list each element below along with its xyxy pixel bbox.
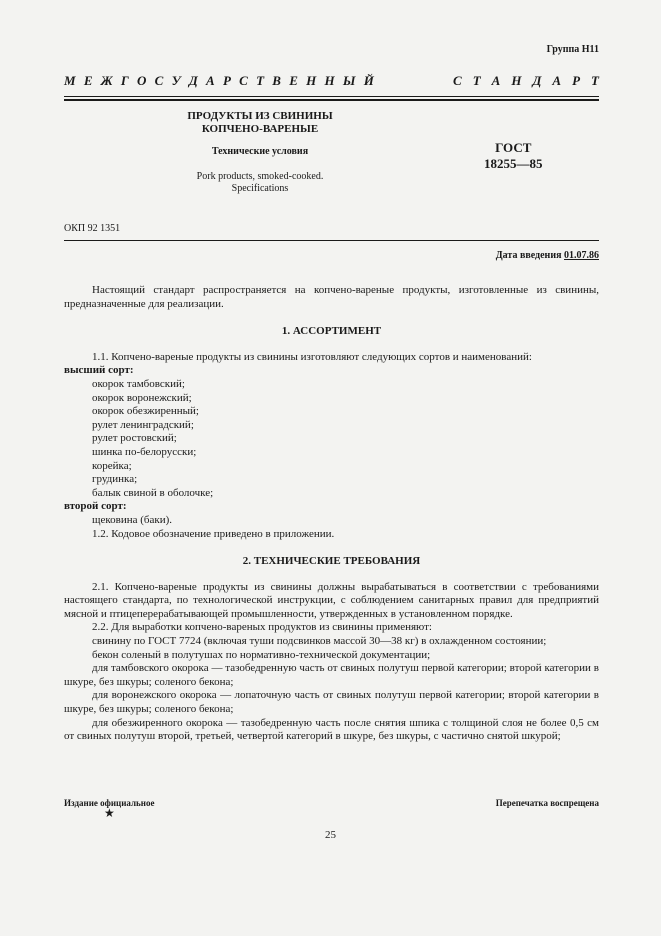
section-2-paragraph-4: бекон соленый в полутушах по нормативно-технической документации; bbox=[92, 648, 431, 661]
banner-letter: С bbox=[453, 73, 462, 88]
banner-letter: Е bbox=[289, 73, 298, 88]
banner-letter: Е bbox=[83, 73, 93, 88]
gost-code: 18255—85 bbox=[484, 156, 543, 171]
document-body bbox=[64, 284, 599, 744]
section-2-paragraph-5: для тамбовского окорока — тазобедренную часть от свиных полутуш первой категории; второй категории в шкуре, без шкуры; соленого бекона; bbox=[64, 662, 599, 688]
banner-letter: С bbox=[239, 73, 248, 88]
list-item: корейка; bbox=[92, 459, 132, 472]
section-2-heading: 2. ТЕХНИЧЕСКИЕ ТРЕБОВАНИЯ bbox=[242, 555, 421, 568]
star-icon: ★ bbox=[104, 806, 115, 820]
okp-rule bbox=[64, 240, 599, 241]
standard-banner bbox=[64, 73, 599, 91]
group-label: Группа Н11 bbox=[546, 44, 599, 55]
list-item: грудинка; bbox=[92, 473, 138, 486]
subtitle: Технические условия bbox=[211, 146, 309, 157]
grade-second-list bbox=[64, 514, 599, 528]
banner-letter: Р bbox=[222, 73, 231, 88]
banner-letter: Ж bbox=[100, 73, 113, 88]
gost-number bbox=[484, 140, 543, 172]
banner-letter: М bbox=[64, 73, 76, 88]
list-item: рулет ленинградский; bbox=[92, 418, 194, 431]
section-2-paragraph-6: для воронежского окорока — лопаточную часть от свиных полутуш первой категории; второй категории в шкуре, без шкуры; соленого бекона; bbox=[64, 689, 599, 716]
list-item: щековина (баки). bbox=[92, 513, 173, 526]
banner-letter: Н bbox=[306, 73, 317, 88]
banner-letter: Т bbox=[256, 73, 265, 88]
section-2-paragraph-3: свинину по ГОСТ 7724 (включая туши подсвинков массой 30—38 кг) в охлажденном состоянии; bbox=[92, 635, 547, 648]
banner-letter: У bbox=[171, 73, 181, 88]
list-item: окорок тамбовский; bbox=[92, 377, 185, 390]
english-title-line-2: Specifications bbox=[231, 183, 289, 194]
header-rule-thin bbox=[64, 96, 599, 97]
introduction-date bbox=[496, 250, 599, 261]
english-title-line-1: Pork products, smoked-cooked. bbox=[196, 171, 324, 182]
intro-paragraph: Настоящий стандарт распространяется на копчено-вареные продукты, изготовленные из свинины, предназначенные для реализации. bbox=[64, 284, 599, 310]
banner-letter: Г bbox=[120, 73, 129, 88]
okp-code: ОКП 92 1351 bbox=[64, 223, 121, 234]
banner-letter: Р bbox=[572, 73, 581, 88]
banner-letter: Ы bbox=[342, 73, 356, 88]
banner-letter: Т bbox=[591, 73, 599, 88]
list-item: рулет ростовский; bbox=[92, 432, 177, 445]
banner-letter: А bbox=[206, 73, 215, 88]
section-2-paragraph-2: 2.2. Для выработки копчено-вареных продуктов из свинины применяют: bbox=[92, 621, 432, 634]
banner-word-standard bbox=[453, 73, 599, 91]
page-number: 25 bbox=[325, 829, 336, 841]
section-1-heading: 1. АССОРТИМЕНТ bbox=[281, 325, 382, 338]
official-edition-label: Издание официальное bbox=[64, 798, 155, 808]
banner-letter: Н bbox=[511, 73, 522, 88]
list-item: балык свиной в оболочке; bbox=[92, 486, 214, 499]
banner-letter: С bbox=[154, 73, 164, 88]
banner-letter: Д bbox=[532, 73, 542, 88]
title-line-1: ПРОДУКТЫ ИЗ СВИНИНЫ bbox=[187, 110, 333, 122]
introduction-date-label: Дата введения bbox=[495, 250, 562, 261]
english-title bbox=[150, 171, 370, 195]
grade-high-label: высший сорт: bbox=[64, 364, 134, 377]
banner-word-interstate bbox=[64, 73, 374, 91]
banner-letter: Д bbox=[188, 73, 198, 88]
banner-letter: А bbox=[491, 73, 501, 88]
grade-second-label: второй сорт: bbox=[64, 500, 127, 513]
header-rule-thick bbox=[64, 99, 599, 101]
title-line-2: КОПЧЕНО-ВАРЕНЫЕ bbox=[201, 123, 319, 135]
banner-letter: Н bbox=[324, 73, 335, 88]
reprint-prohibited-label: Перепечатка воспрещена bbox=[495, 798, 599, 808]
section-1-paragraph-2: 1.2. Кодовое обозначение приведено в приложении. bbox=[92, 527, 335, 540]
title-block bbox=[150, 110, 370, 195]
banner-letter: О bbox=[137, 73, 147, 88]
gost-label: ГОСТ bbox=[495, 140, 532, 155]
list-item: окорок обезжиренный; bbox=[92, 405, 199, 418]
banner-letter: А bbox=[552, 73, 562, 88]
banner-letter: В bbox=[272, 73, 281, 88]
banner-letter: Т bbox=[472, 73, 481, 88]
section-2-paragraph-1: 2.1. Копчено-вареные продукты из свинины должны вырабатываться в соответствии с требованиями настоящего стандарта, по технологической инструкции, с соблюдением санитарных правил для предприятий мясной и птицеперерабатывающей промышленности, утвержденных в установленном порядке. bbox=[64, 580, 599, 620]
introduction-date-value: 01.07.86 bbox=[564, 250, 599, 261]
list-item: шинка по-белорусски; bbox=[92, 445, 197, 458]
grade-high-list bbox=[64, 378, 599, 500]
section-2-paragraph-7: для обезжиренного окорока — тазобедренную часть после снятия шпика с толщиной слоя не более 0,5 см от свиных полутуш второй, третьей, четвертой категорий в шкуре, без шкуры, с частично снятой шкурой; bbox=[64, 716, 599, 743]
list-item: окорок воронежский; bbox=[92, 391, 192, 404]
section-1-paragraph-1: 1.1. Копчено-вареные продукты из свинины изготовляют следующих сортов и наименований: bbox=[92, 350, 532, 363]
banner-letter: Й bbox=[363, 73, 374, 88]
